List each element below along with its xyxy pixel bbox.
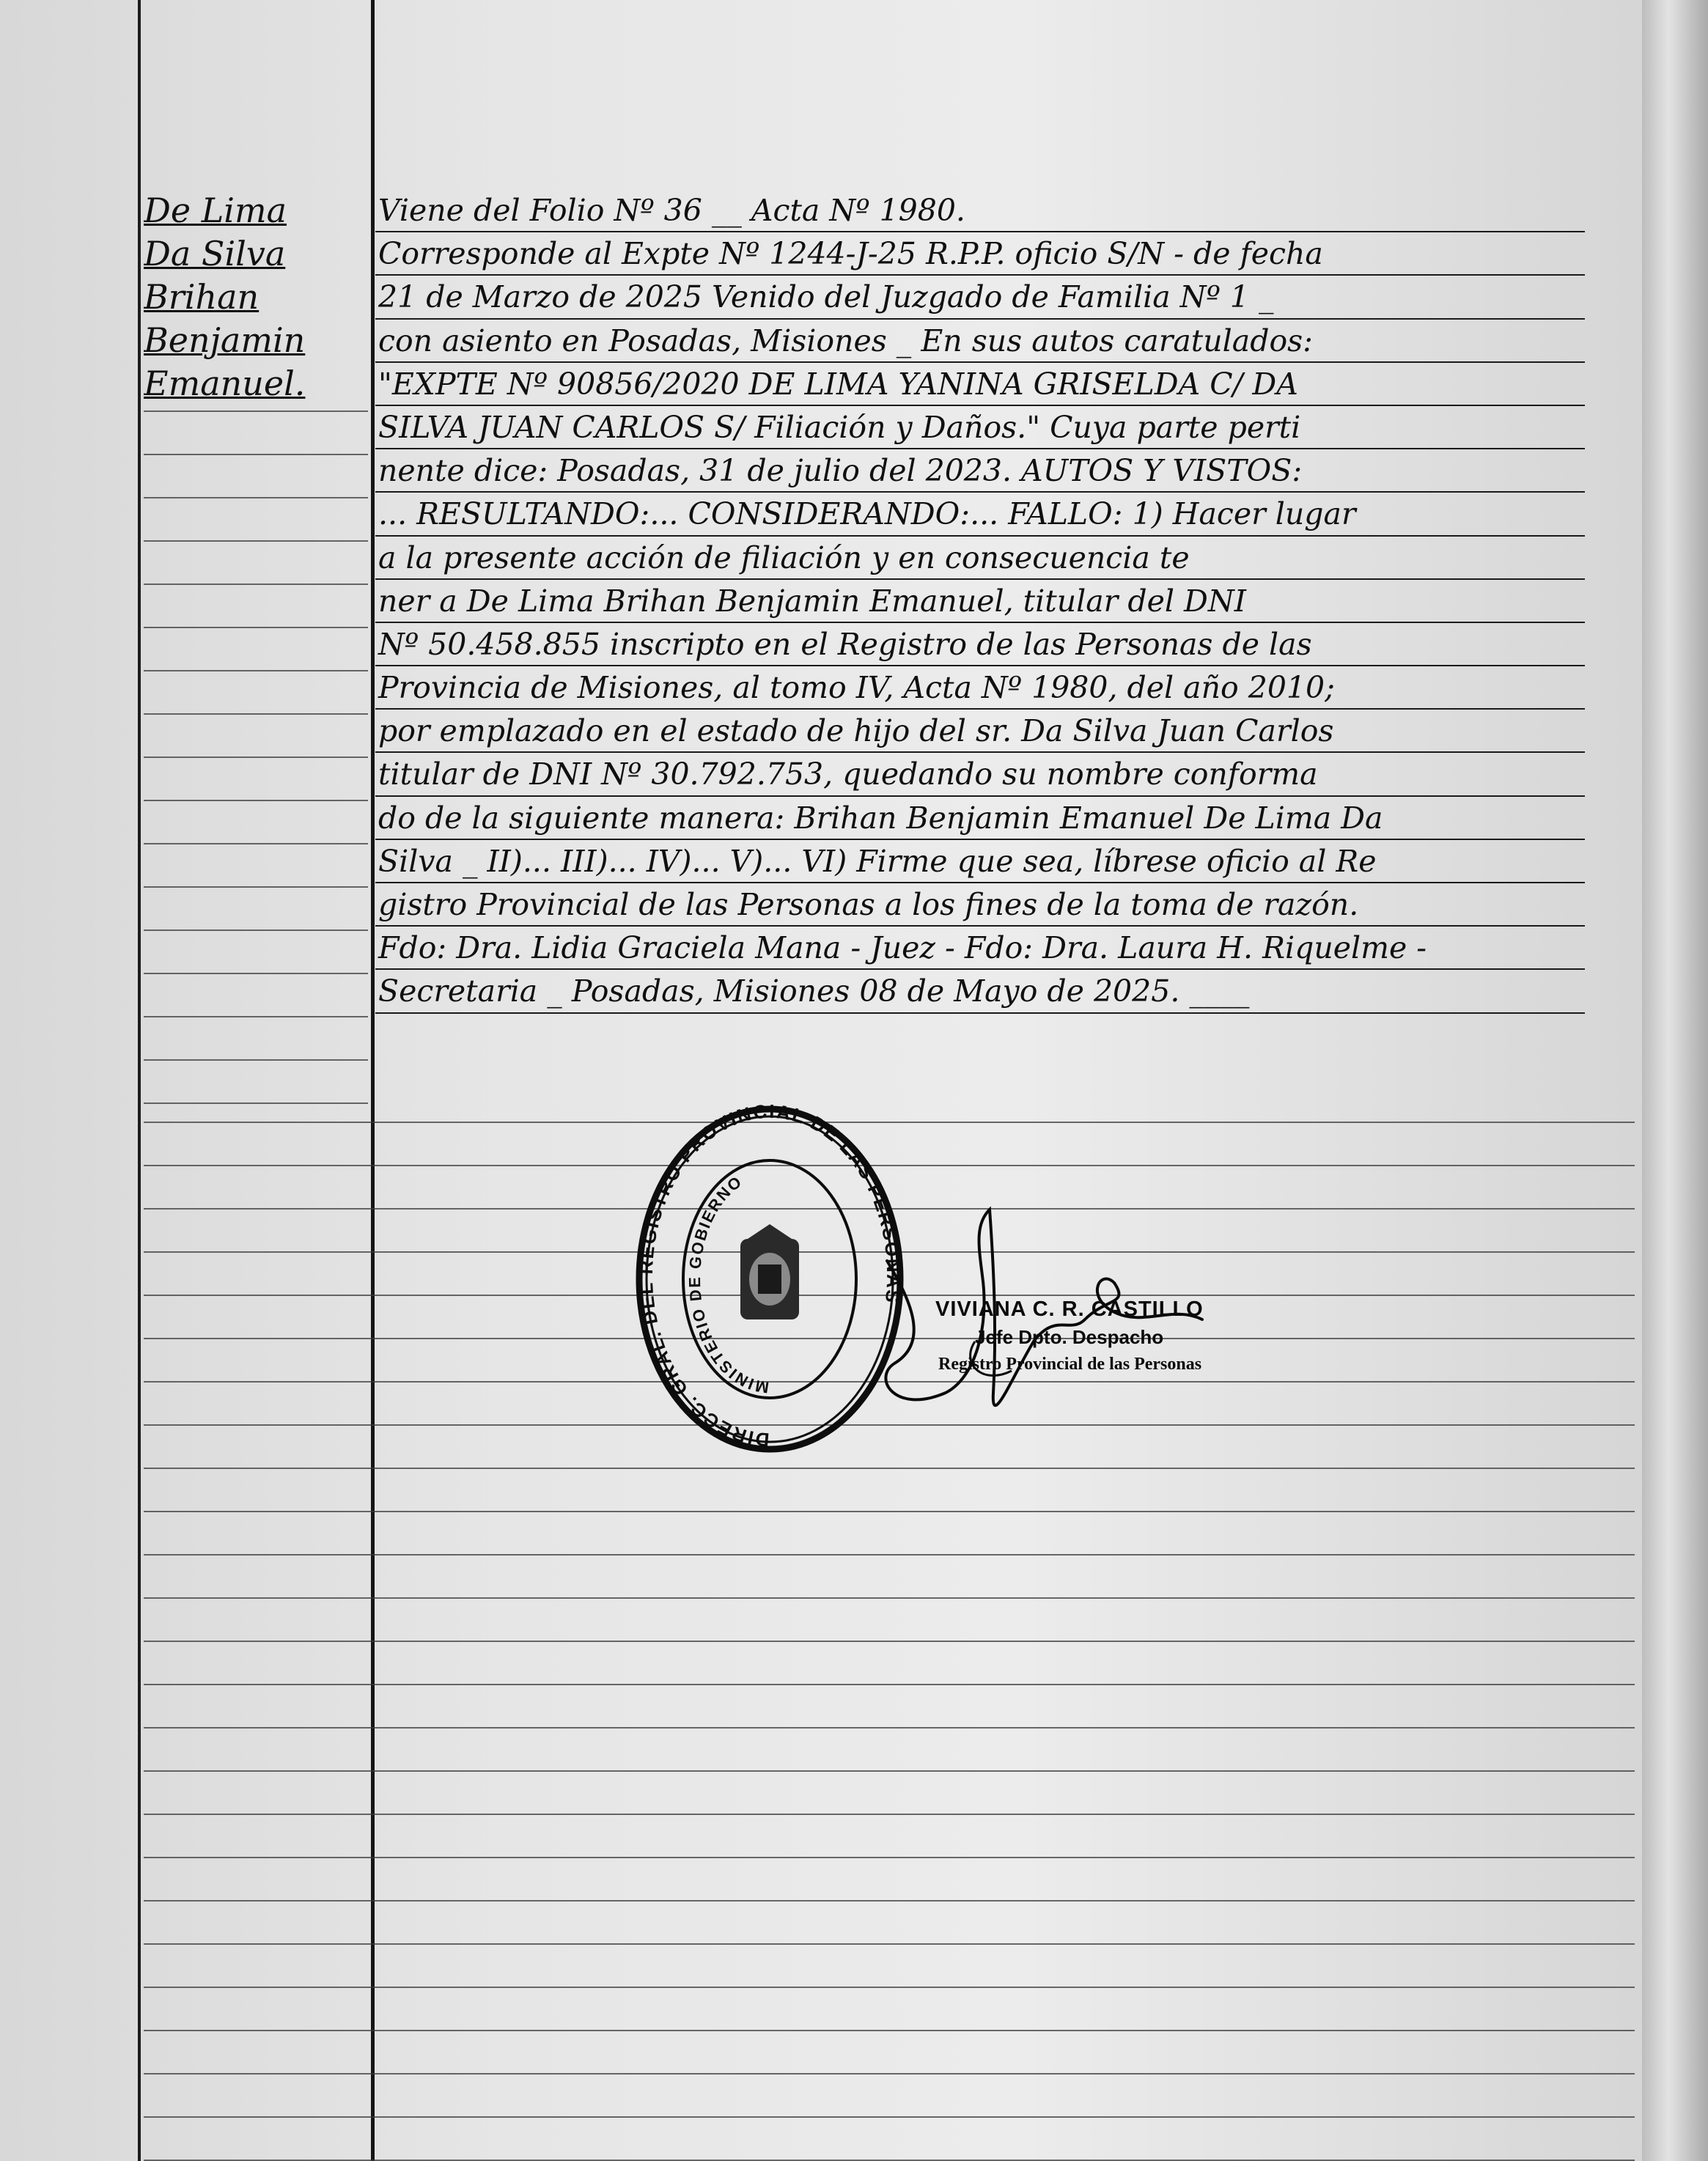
text-line: Silva _ II)... III)... IV)... V)... VI) Firme que sea, líbrese oficio al Re bbox=[375, 840, 1585, 883]
ruled-line bbox=[144, 2073, 1635, 2075]
text-line: 21 de Marzo de 2025 Venido del Juzgado de Familia Nº 1 _ bbox=[375, 276, 1585, 319]
ruled-line bbox=[144, 1684, 1635, 1685]
margin-line bbox=[138, 0, 141, 2161]
seal-outer-text: DIRECC. GRAL. DEL REGISTRO PROVINCIAL DE LAS PERSONAS bbox=[634, 1100, 905, 1451]
text-line: ner a De Lima Brihan Benjamin Emanuel, titular del DNI bbox=[375, 580, 1585, 623]
ruled-line bbox=[144, 1727, 1635, 1729]
ruled-line bbox=[144, 1857, 1635, 1858]
text-line: por emplazado en el estado de hijo del sr. Da Silva Juan Carlos bbox=[375, 710, 1585, 753]
margin-name-column bbox=[144, 189, 364, 405]
text-line: Secretaria _ Posadas, Misiones 08 de Mayo de 2025. ____ bbox=[375, 970, 1585, 1013]
margin-name: Emanuel. bbox=[144, 364, 306, 403]
signatory-title: Jefe Dpto. Despacho bbox=[975, 1326, 1164, 1348]
text-line: gistro Provincial de las Personas a los fines de la toma de razón. bbox=[375, 883, 1585, 927]
ruled-line bbox=[144, 843, 368, 844]
ruled-line bbox=[144, 713, 368, 715]
text-line: Nº 50.458.855 inscripto en el Registro de las Personas de las bbox=[375, 623, 1585, 666]
margin-name: Benjamin bbox=[144, 320, 306, 360]
ruled-line bbox=[144, 583, 368, 585]
ruled-line bbox=[144, 800, 368, 801]
ruled-line bbox=[144, 1597, 1635, 1599]
seal-inner-text: MINISTERIO DE GOBIERNO bbox=[685, 1171, 770, 1397]
text-line: a la presente acción de filiación y en consecuencia te bbox=[375, 537, 1585, 580]
ruled-line bbox=[144, 1770, 1635, 1772]
ruled-line bbox=[144, 454, 368, 455]
ruled-line bbox=[144, 627, 368, 628]
text-line: titular de DNI Nº 30.792.753, quedando su nombre conforma bbox=[375, 753, 1585, 796]
text-line: Provincia de Misiones, al tomo IV, Acta Nº 1980, del año 2010; bbox=[375, 666, 1585, 710]
ruled-line bbox=[144, 1016, 368, 1017]
ruled-line bbox=[144, 929, 368, 931]
text-line: ... RESULTANDO:... CONSIDERANDO:... FALLO: 1) Hacer lugar bbox=[375, 493, 1585, 536]
ruled-line bbox=[144, 886, 368, 888]
text-line: nente dice: Posadas, 31 de julio del 2023. AUTOS Y VISTOS: bbox=[375, 449, 1585, 493]
coat-of-arms-icon bbox=[740, 1224, 799, 1319]
signature-block bbox=[931, 1297, 1312, 1374]
ruled-line bbox=[144, 2030, 1635, 2031]
column-divider bbox=[371, 0, 375, 2161]
text-line: Viene del Folio Nº 36 __ Acta Nº 1980. bbox=[375, 189, 1585, 232]
ruled-line bbox=[144, 1554, 1635, 1556]
text-line: Fdo: Dra. Lidia Graciela Mana - Juez - Fdo: Dra. Laura H. Riquelme - bbox=[375, 927, 1585, 970]
ruled-line bbox=[144, 540, 368, 542]
ruled-line bbox=[144, 973, 368, 974]
margin-name: Brihan bbox=[144, 277, 259, 317]
ruled-line bbox=[144, 1059, 368, 1061]
ruled-line bbox=[144, 411, 368, 412]
ruled-line bbox=[144, 1987, 1635, 1988]
ruled-line bbox=[144, 1814, 1635, 1815]
ruled-line bbox=[144, 2116, 1635, 2118]
margin-name: Da Silva bbox=[144, 234, 286, 273]
signatory-org: Registro Provincial de las Personas bbox=[938, 1355, 1202, 1374]
text-line: SILVA JUAN CARLOS S/ Filiación y Daños." Cuya parte perti bbox=[375, 406, 1585, 449]
ruled-line bbox=[144, 670, 368, 671]
ruled-line bbox=[144, 497, 368, 498]
ruled-line bbox=[144, 1900, 1635, 1902]
text-line: "EXPTE Nº 90856/2020 DE LIMA YANINA GRISELDA C/ DA bbox=[375, 363, 1585, 406]
entry-text bbox=[375, 189, 1585, 1014]
text-line: do de la siguiente manera: Brihan Benjamin Emanuel De Lima Da bbox=[375, 797, 1585, 840]
ruled-line bbox=[144, 1943, 1635, 1945]
margin-name: De Lima bbox=[144, 191, 287, 230]
ruled-line bbox=[144, 756, 368, 758]
signatory-name: VIVIANA C. R. CASTILLO bbox=[935, 1297, 1204, 1321]
page-edge bbox=[1642, 0, 1708, 2161]
text-line: Corresponde al Expte Nº 1244-J-25 R.P.P. oficio S/N - de fecha bbox=[375, 232, 1585, 276]
ruled-line bbox=[144, 1511, 1635, 1512]
ruled-line bbox=[144, 1102, 368, 1104]
ruled-line bbox=[144, 1641, 1635, 1642]
text-line: con asiento en Posadas, Misiones _ En sus autos caratulados: bbox=[375, 320, 1585, 363]
ruled-line bbox=[144, 1468, 1635, 1469]
